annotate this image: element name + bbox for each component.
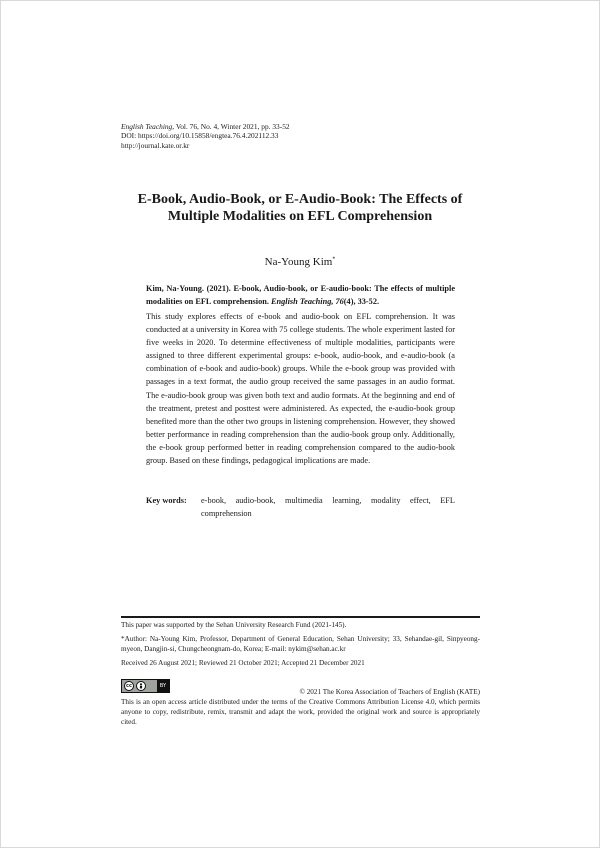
journal-citation-line	[121, 122, 290, 131]
journal-header	[121, 122, 290, 150]
doi-line[interactable]: DOI: https://doi.org/10.15858/engtea.76.4.202112.33	[121, 131, 279, 141]
footnotes	[121, 620, 480, 672]
by-label: BY	[157, 680, 169, 692]
author-footnote-marker: *	[332, 256, 336, 263]
license-row	[121, 679, 480, 697]
keywords-label: Key words	[146, 496, 185, 505]
citation-prefix: Kim, Na-Young. (2021). E-book, Audio-book, or E-audio-book: The effects of multiple modalities on EFL comprehension.	[146, 284, 455, 306]
journal-url[interactable]: http://journal.kate.or.kr	[121, 140, 190, 150]
footnote-divider	[121, 616, 480, 618]
abstract: This study explores effects of e-book and audio-book on EFL comprehension. It was conducted at a university in Korea with 75 college students. The whole experiment lasted for five weeks in 2020. To determine effectiveness of multiple modalities, participants were assigned to three different experimental groups: e-book, audio-book, and e-audio-book (a combination of e-book and audio-book) groups. While the e-book group was provided with passages in a text format, the audio group received the same passages in an audio format. The e-audio-book group was given both text and audio formats. At the beginning and end of the treatment, pretest and posttest were administered. As expected, the e-audio-book group benefited more than the other two groups in listening comprehension. However, they showed better performance in reading comprehension than the audio-book group only. Additionally, the e-book group performed better in reading comprehension compared to the audio-book group. Based on these findings, pedagogical implications are made.	[146, 312, 455, 466]
keywords-label-wrap	[146, 494, 201, 520]
copyright-line: © 2021 The Korea Association of Teachers of English (KATE)	[299, 688, 480, 696]
author-line	[100, 256, 500, 268]
cc-icon: cc	[124, 681, 134, 691]
paper-title	[100, 192, 500, 225]
keywords-separator: :	[184, 496, 187, 505]
citation-suffix: (4), 33-52.	[343, 297, 380, 306]
issue-info: , Vol. 76, No. 4, Winter 2021, pp. 33-52	[172, 122, 290, 131]
author-name: Na-Young Kim	[264, 256, 333, 268]
funding-note: This paper was supported by the Sehan University Research Fund (2021-145).	[121, 621, 347, 629]
dates-note: Received 26 August 2021; Reviewed 21 October 2021; Accepted 21 December 2021	[121, 658, 365, 667]
keywords-values: e-book, audio-book, multimedia learning, modality effect, EFL comprehension	[201, 496, 455, 518]
citation-journal: English Teaching, 76	[271, 297, 344, 306]
person-icon	[136, 681, 146, 691]
author-info-note: *Author: Na-Young Kim, Professor, Department of General Education, Sehan University; 33, Sehandae-gil, Sinpyeong-myeon, Dangjin-si, Chungcheongnam-do, Korea; E-mail: nykim@sehan.ac.kr	[121, 634, 480, 653]
paper-title-line-2: Multiple Modalities on EFL Comprehension	[167, 208, 433, 224]
cc-by-badge[interactable]	[121, 679, 170, 693]
paper-title-line-1: E-Book, Audio-Book, or E-Audio-Book: The Effects of	[137, 192, 463, 207]
keywords-block	[146, 494, 455, 520]
journal-name: English Teaching	[121, 122, 173, 131]
citation-block	[146, 282, 455, 308]
license-text: This is an open access article distributed under the terms of the Creative Commons Attribution License 4.0, which permits anyone to copy, redistribute, remix, transmit and adapt the work, provided the original work and source is appropriately cited.	[121, 698, 480, 726]
